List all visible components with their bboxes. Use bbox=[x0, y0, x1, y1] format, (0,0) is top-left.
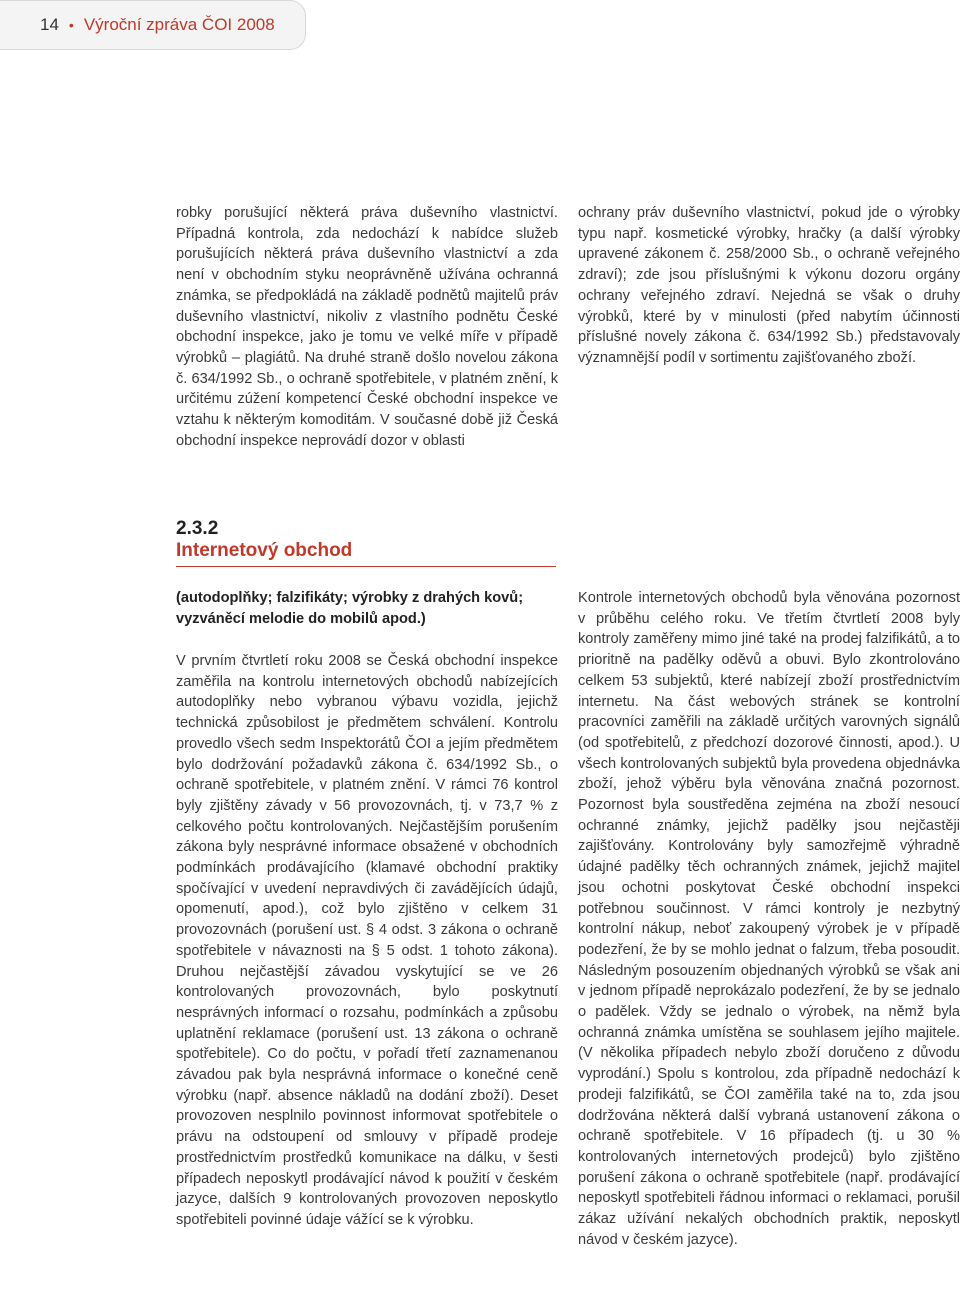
paragraph-text: ochrany práv duševního vlastnictví, pokud jde o výrobky typu např. kosmetické výrobky, hračky (a další výrobky upravené zákonem č. 258/2000 Sb., o ochraně veřejného zdraví); zde jsou příslušnými k výkonu dozoru orgány ochrany veřejného zdraví. Nejedná se však o druhy výrobků, které by v minulosti (před nabytím účinnosti příslušné novely zákona č. 634/1992 Sb.) představovaly významnější podíl v sortimentu zajišťovaného zboží. bbox=[578, 205, 960, 366]
paragraph-top-left bbox=[176, 203, 558, 451]
paragraph-main-right bbox=[578, 588, 960, 1251]
paragraph-text: V prvním čtvrtletí roku 2008 se Česká obchodní inspekce zaměřila na kontrolu internetových obchodů nabízejících autodoplňky nebo vybranou výbavu vozidla, jejichž technická způsobilost je předmětem schválení. Kontrolu provedlo všech sedm Inspektorátů ČOI a jejím předmětem bylo dodržování požadavků zákona č. 634/1992 Sb., o ochraně spotřebitele, v platném znění. V rámci 76 kontrol byly zjištěny závady v 56 provozovnách, tj. v 73,7 % z celkového počtu kontrolovaných. Nejčastějším porušením zákona byly nesprávné informace obsažené v obchodních podmínkách prodávajícího (klamavé obchodní praktiky spočívající v uvedení nepravdivých či zavádějících údajů, opomenutí, apod.), což bylo zjištěno v celkem 31 provozovnách (porušení ust. § 4 odst. 3 zákona o ochraně spotřebitele v návaznosti na § 5 odst. 1 tohoto zákona). Druhou nejčastější závadou vyskytující se ve 26 kontrolovaných provozovnách, bylo poskytnutí nesprávných informací o rozsahu, podmínkách a způsobu uplatnění reklamace (porušení ust. 13 zákona o ochraně spotřebitele). Co do počtu, v pořadí třetí zaznamenanou závadou pak byla nesprávná informace o konečné ceně výrobku (např. absence nákladů na dodání zboží). Deset provozoven nesplnilo povinnost informovat spotřebitele o právu na odstoupení od smlouvy v případě prodeje prostřednictvím prostředků komunikace na dálku, v šesti případech neposkytl prodávající návod k použití v českém jazyce, dalších 9 kontrolovaných provozoven neposkytlo spotřebiteli povinné údaje vážící se k výrobku. bbox=[176, 653, 558, 1228]
paragraph-top-right bbox=[578, 203, 960, 369]
paragraph-main-left bbox=[176, 651, 558, 1231]
paragraph-text: robky porušující některá práva duševního vlastnictví. Případná kontrola, zda nedochází k nabídce služeb porušujících některá práva duševního vlastnictví a zda není v obchodním styku neoprávněně užívána ochranná známka, se předpokládá na základě podnětů majitelů práv duševního vlastnictví, nikoliv z vlastního podnětu České obchodní inspekce, jako je tomu ve velké míře v případě výrobků – plagiátů. Na druhé straně došlo novelou zákona č. 634/1992 Sb., o ochraně spotřebitele, v platném znění, k určitému zúžení kompetencí České obchodní inspekce ve vztahu k některým komoditám. V současné době již Česká obchodní inspekce neprovádí dozor v oblasti bbox=[176, 205, 558, 449]
bullet-separator-icon: • bbox=[68, 17, 74, 33]
section-title: Internetový obchod bbox=[176, 540, 353, 561]
paragraph-text: Kontrole internetových obchodů byla věnována pozornost v průběhu celého roku. Ve třetím čtvrtletí 2008 byly kontroly zaměřeny mimo jiné také na prodej falzifikátů, a to prioritně na padělky oděvů a obuvi. Bylo zkontrolováno celkem 53 subjektů, které nabízejí zboží prostřednictvím internetu. Na část webových stránek se kontrolní pracovníci zaměřili na základě určitých varovných signálů (od spotřebitelů, z předchozí dozorové činnosti, apod.). U všech kontrolovaných subjektů byla provedena objednávka zboží, jehož výběru byla věnována značná pozornost. Pozornost byla soustředěna zejména na zboží nesoucí ochranné známky, jejichž padělky jsou nejčastěji zajišťovány. Kontrolovány byly samozřejmě výhradně údajné padělky těch ochranných známek, jejichž majitel jsou ochotni poskytovat České obchodní inspekci potřebnou součinnost. V rámci kontroly je nezbytný kontrolní nákup, neboť zakoupený výrobek je v případě podezření, že by se mohlo jednat o falzum, třeba posoudit. Následným posouzením objednaných výrobků se však ani v jednom případě neprokázalo podezření, že by se jednalo o padělek. Vždy se jednalo o výrobek, na němž byla ochranná známka umístěna se souhlasem jejího majitele. (V několika případech nebylo zboží doručeno z důvodu vyprodání.) Spolu s kontrolou, zda případně nedochází k prodeji falzifikátů, se ČOI zaměřila také na to, zda jsou dodržována některá další vybraná ustanovení zákona o ochraně spotřebitele. V 16 případech (tj. u 30 % kontrolovaných internetových prodejců) bylo zjištěno porušení zákona o ochraně spotřebitele (např. prodávající neposkytl spotřebiteli řádnou informaci o reklamaci, porušil zákaz užívání nekalých obchodních praktik, neposkytl návod v českém jazyce). bbox=[578, 590, 960, 1248]
section-number: 2.3.2 bbox=[176, 518, 219, 539]
section-subtitle: (autodoplňky; falzifikáty; výrobky z drahých kovů; vyzváněcí melodie do mobilů apod.) bbox=[176, 590, 524, 627]
page-header bbox=[0, 0, 306, 50]
section-divider bbox=[176, 566, 556, 567]
page-number: 14 bbox=[40, 15, 59, 34]
report-title: Výroční zpráva ČOI 2008 bbox=[83, 15, 275, 34]
